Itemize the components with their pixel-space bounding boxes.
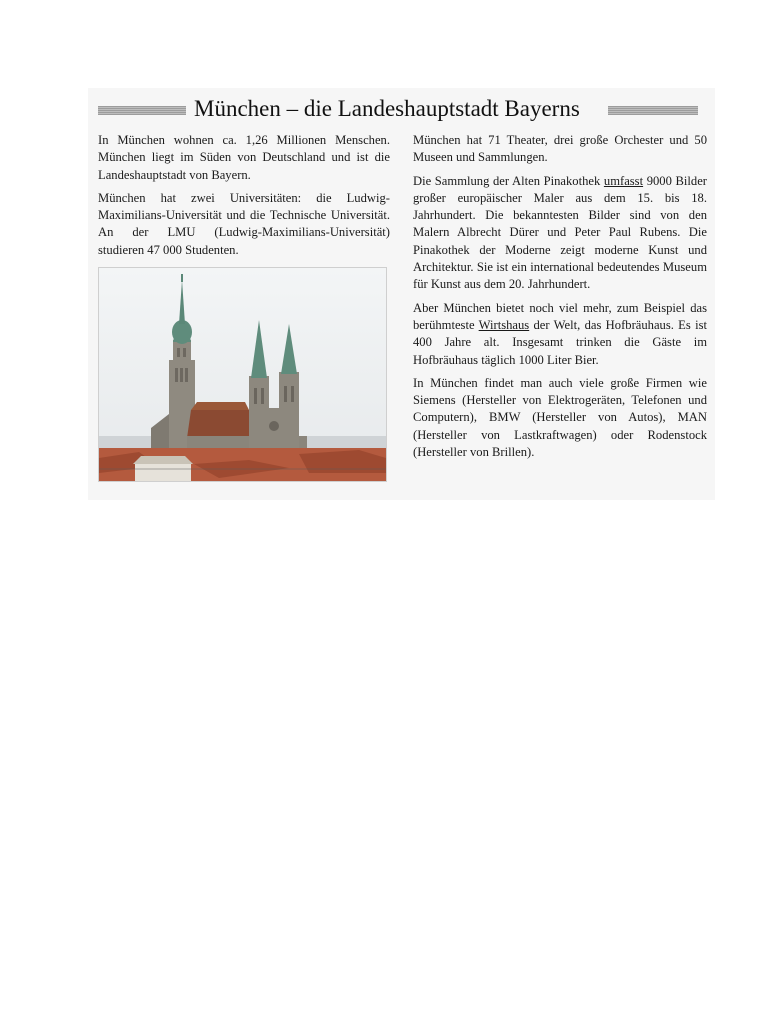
- hofbraeuhaus-text-end: der Welt, das Hofbräuhaus. Es ist 400 Jahre alt. Insgesamt trinken die Gäste im Hofbräuhaus täglich 1000 Liter Bier.: [413, 317, 707, 367]
- title-bar: [88, 92, 715, 128]
- paragraph-universities: München hat zwei Universitäten: die Ludwig-Maximilians-Universität und die Technische Universität. An der LMU (Ludwig-Maximilians-Universität) studieren 47 000 Studenten.: [98, 190, 390, 257]
- left-column: [98, 132, 390, 265]
- paragraph-culture: München hat 71 Theater, drei große Orchester und 50 Museen und Sammlungen.: [413, 133, 707, 165]
- page-title: München – die Landeshauptstadt Bayerns: [194, 96, 580, 121]
- right-column: [413, 132, 707, 467]
- church-illustration: [99, 268, 386, 481]
- title-stripe-left: [98, 106, 186, 115]
- title-stripe-right: [608, 106, 698, 115]
- paragraph-pinakothek: [413, 173, 707, 294]
- church-photo: [98, 267, 387, 482]
- hofbraeuhaus-text-start: Aber München bietet noch viel mehr, zum Beispiel das berühmteste: [413, 300, 707, 332]
- paragraph-population: In München wohnen ca. 1,26 Millionen Menschen. München liegt im Süden von Deutschland und ist die Landeshauptstadt von Bayern.: [98, 133, 390, 182]
- paragraph-hofbraeuhaus: [413, 300, 707, 369]
- pinakothek-text-end: 9000 Bilder großer europäischer Maler aus dem 15. bis 18. Jahrhundert. Die bekanntesten Bilder sind von den Malern Albrecht Dürer und Peter Paul Rubens. Die Pinakothek der Moderne zeigt moderne Kunst und Architektur. Sie ist ein international bedeutendes Museum für Kunst aus dem 20. Jahrhundert.: [413, 173, 708, 292]
- paragraph-companies: In München findet man auch viele große Firmen wie Siemens (Hersteller von Elektrogeräten, Telefonen und Computern), BMW (Hersteller von Autos), MAN (Hersteller von Lastkraftwagen) oder Rodenstock (Hersteller von Brillen).: [413, 375, 707, 460]
- word-wirtshaus: Wirtshaus: [478, 317, 530, 332]
- textbook-scan: [88, 88, 715, 500]
- word-umfasst: umfasst: [603, 173, 644, 188]
- pinakothek-text-start: Die Sammlung der Alten Pinakothek: [413, 173, 604, 188]
